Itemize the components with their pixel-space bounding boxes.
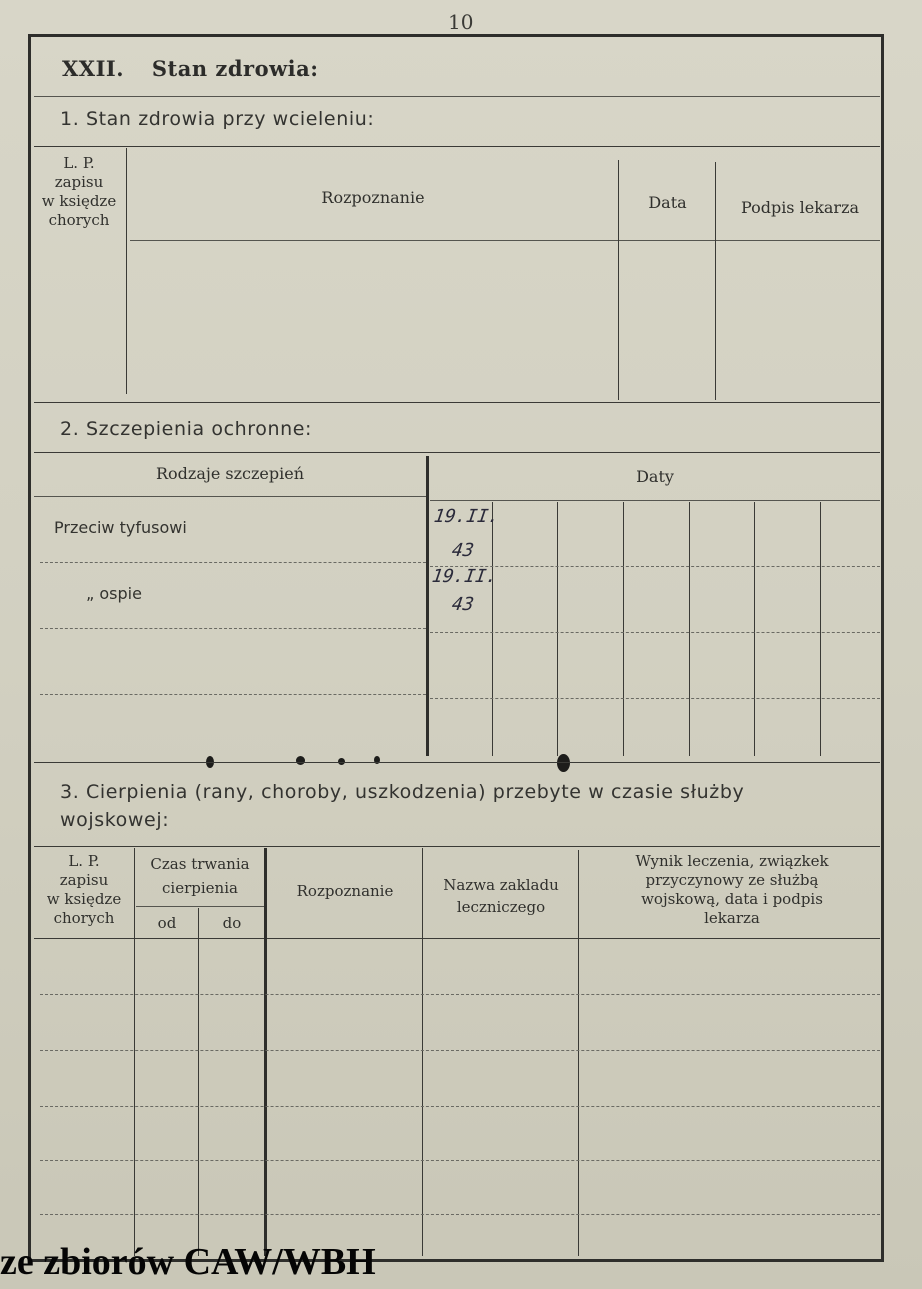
section3-header-bottom bbox=[34, 938, 880, 939]
section3-col-lp: L. P. zapisu w księdze chorych bbox=[46, 852, 122, 927]
vaccine-smallpox-label: „ ospie bbox=[86, 584, 142, 603]
section2-col-daty: Daty bbox=[636, 467, 674, 486]
handwritten-date: 43 bbox=[450, 594, 476, 615]
section1-col-lp: L. P. zapisu w księdze chorych bbox=[41, 154, 117, 229]
date-col-divider bbox=[754, 502, 755, 756]
section1-col-rozpoznanie: Rozpoznanie bbox=[321, 188, 425, 207]
form-frame bbox=[28, 34, 884, 1262]
section3-heading: 3. Cierpienia (rany, choroby, uszkodzenia) przebyte w czasie służby wojskowej: bbox=[60, 781, 745, 831]
section1-col-podpis: Podpis lekarza bbox=[740, 198, 860, 217]
row-line bbox=[430, 698, 880, 699]
ink-blot bbox=[557, 754, 570, 772]
section1-heading: 1. Stan zdrowia przy wcieleniu: bbox=[60, 108, 375, 130]
section3-col-od: od bbox=[157, 914, 177, 932]
section1-col-divider-1 bbox=[126, 148, 127, 394]
section3-col-nazwa: Nazwa zakladu leczniczego bbox=[443, 876, 559, 916]
section3-col-rozpoznanie: Rozpoznanie bbox=[296, 882, 394, 900]
form-title-text: Stan zdrowia: bbox=[151, 56, 319, 81]
row-line bbox=[430, 632, 880, 633]
title-divider bbox=[34, 96, 880, 97]
handwritten-date: 19.II. bbox=[430, 566, 499, 587]
section3-col-divider bbox=[134, 848, 135, 1256]
section1-table-bottom bbox=[34, 402, 880, 403]
section3-col-divider bbox=[264, 848, 267, 1256]
section3-col-wynik: Wynik leczenia, związkek przyczynowy ze służbą wojskową, data i podpis lekarza bbox=[635, 852, 829, 927]
row-line bbox=[40, 1214, 880, 1215]
date-col-divider bbox=[623, 502, 624, 756]
section1-table-top bbox=[34, 146, 880, 147]
handwritten-date: 19.II. bbox=[432, 506, 501, 527]
date-col-divider bbox=[689, 502, 690, 756]
section2-right-header-bottom bbox=[430, 500, 880, 501]
row-line bbox=[40, 994, 880, 995]
section3-col-divider bbox=[578, 850, 579, 1256]
row-line bbox=[40, 628, 426, 629]
section3-col-divider bbox=[422, 848, 423, 1256]
section3-czas-subdivider bbox=[136, 906, 266, 907]
section1-col-data: Data bbox=[648, 193, 687, 212]
row-line bbox=[40, 1050, 880, 1051]
section3-table-top bbox=[34, 846, 880, 847]
form-title bbox=[62, 56, 319, 81]
archive-watermark: ze zbiorów CAW/WBH bbox=[0, 1241, 376, 1283]
row-line bbox=[40, 694, 426, 695]
vaccine-typhus-label: Przeciw tyfusowi bbox=[54, 518, 187, 537]
section2-col-rodzaje: Rodzaje szczepień bbox=[155, 464, 305, 483]
date-col-divider bbox=[557, 502, 558, 756]
date-col-divider bbox=[492, 502, 493, 756]
section2-left-header-bottom bbox=[34, 496, 426, 497]
section1-col-divider-2 bbox=[618, 160, 619, 400]
section-roman-numeral: XXII. bbox=[62, 56, 125, 81]
ink-blot bbox=[296, 756, 305, 765]
date-col-divider bbox=[820, 502, 821, 756]
section3-col-czas: Czas trwania cierpienia bbox=[150, 855, 250, 897]
section2-table-bottom bbox=[34, 762, 880, 763]
section3-col-do: do bbox=[222, 914, 242, 932]
row-line bbox=[40, 1160, 880, 1161]
section2-col-divider bbox=[426, 456, 429, 756]
section2-heading: 2. Szczepienia ochronne: bbox=[60, 418, 313, 440]
section3-col-divider bbox=[198, 908, 199, 1256]
row-line bbox=[40, 562, 426, 563]
section1-header-bottom bbox=[130, 240, 880, 241]
section1-col-divider-3 bbox=[715, 162, 716, 400]
row-line bbox=[40, 1106, 880, 1107]
section2-table-top bbox=[34, 452, 880, 453]
page-number: 10 bbox=[448, 10, 474, 34]
handwritten-date: 43 bbox=[450, 540, 476, 561]
